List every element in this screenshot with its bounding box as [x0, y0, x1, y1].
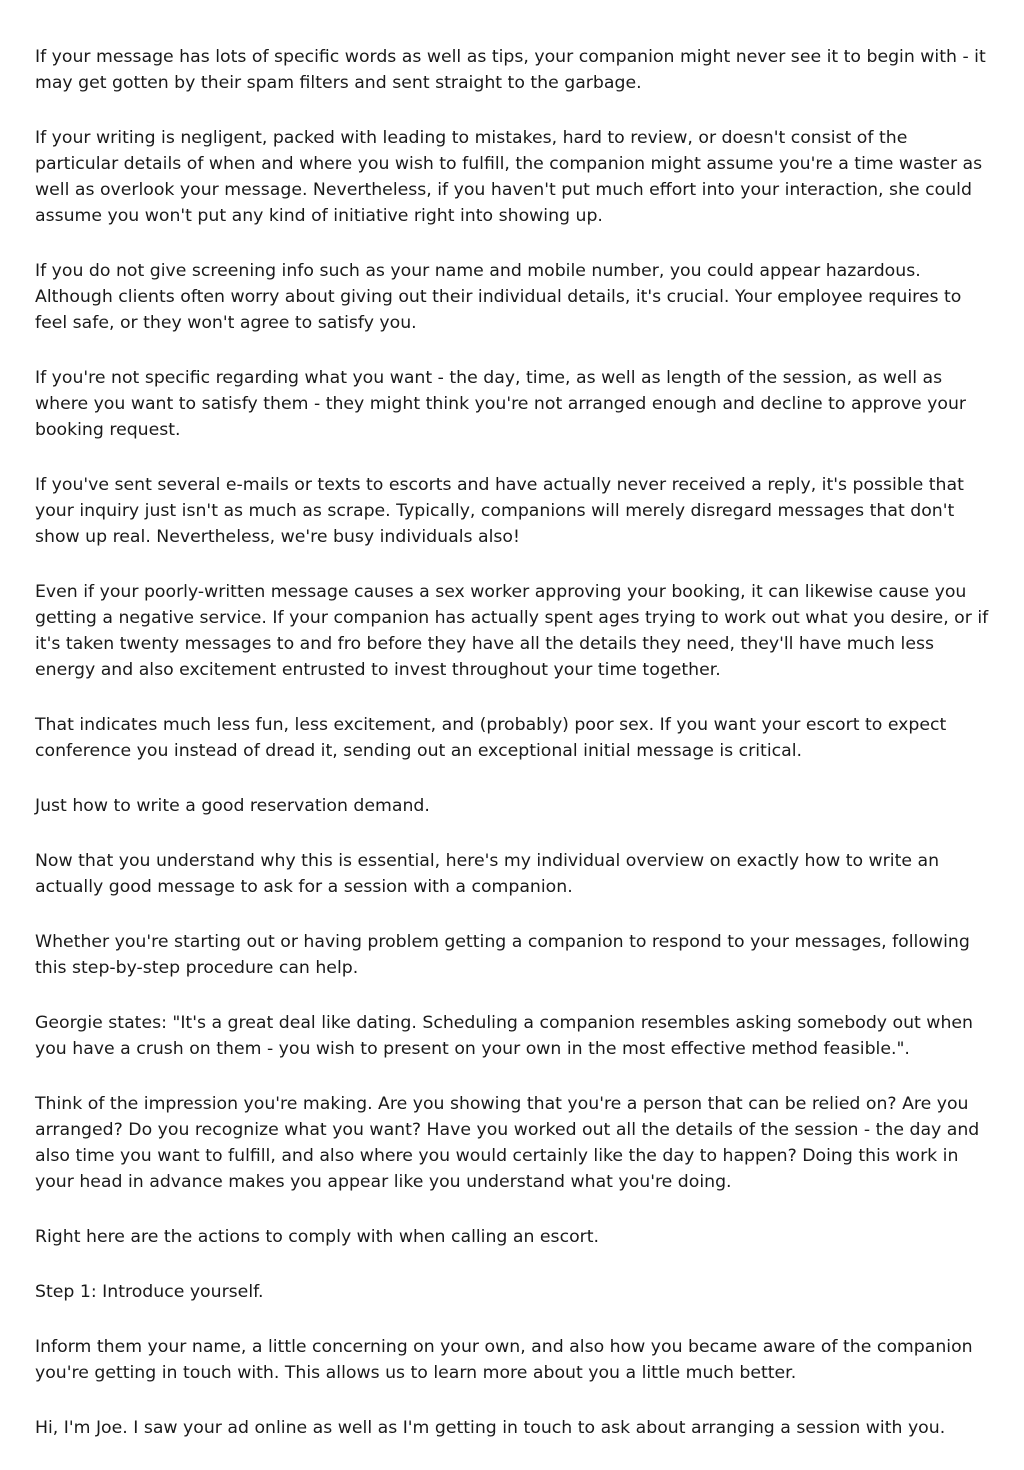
paragraph-impression: Think of the impression you're making. Are you showing that you're a person that can be relied on? Are you arranged? Do you recognize what you want? Have you worked out all the details of the session - the day and also time you want to fulfill, and also where you would certainly like the day to happen? Doing this work in your head in advance makes you appear like you understand what you're doing.	[35, 1094, 980, 1192]
paragraph-negative-service: Even if your poorly-written message causes a sex worker approving your booking, it can likewise cause you getting a negative service. If your companion has actually spent ages trying to work out what you desire, or if it's taken twenty messages to and fro before they have all the details they need, they'll have much less energy and also excitement entrusted to invest throughout your time together.	[35, 582, 989, 680]
paragraph-overview: Now that you understand why this is essential, here's my individual overview on exactly how to write an actually good message to ask for a session with a companion.	[35, 851, 940, 897]
paragraph-how-to-write: Just how to write a good reservation demand.	[35, 796, 430, 816]
paragraph-step-1: Step 1: Introduce yourself.	[35, 1282, 264, 1302]
paragraph-negligent-writing: If your writing is negligent, packed with leading to mistakes, hard to review, or doesn't consist of the particular details of when and where you wish to fulfill, the companion might assume you're a time waster as well as overlook your message. Nevertheless, if you haven't put much effort into your interaction, she could assume you won't put any kind of initiative right into showing up.	[35, 128, 983, 226]
paragraph-step-by-step: Whether you're starting out or having problem getting a companion to respond to your messages, following this step-by-step procedure can help.	[35, 932, 970, 978]
paragraph-spam-filters: If your message has lots of specific words as well as tips, your companion might never see it to begin with - it may get gotten by their spam filters and sent straight to the garbage.	[35, 47, 986, 93]
document-body	[35, 44, 995, 1470]
paragraph-georgie-quote: Georgie states: "It's a great deal like dating. Scheduling a companion resembles asking somebody out when you have a crush on them - you wish to present on your own in the most effective method feasible.".	[35, 1013, 973, 1059]
paragraph-less-fun: That indicates much less fun, less excitement, and (probably) poor sex. If you want your escort to expect conference you instead of dread it, sending out an exceptional initial message is critical.	[35, 715, 947, 761]
paragraph-be-specific: If you're not specific regarding what you want - the day, time, as well as length of the session, as well as where you want to satisfy them - they might think you're not arranged enough and decline to approve your booking request.	[35, 368, 967, 440]
paragraph-example-message: Hi, I'm Joe. I saw your ad online as well as I'm getting in touch to ask about arranging a session with you.	[35, 1418, 946, 1438]
paragraph-screening-info: If you do not give screening info such as your name and mobile number, you could appear hazardous. Although clients often worry about giving out their individual details, it's crucial. Your employee requires to feel safe, or they won't agree to satisfy you.	[35, 261, 962, 333]
paragraph-actions: Right here are the actions to comply with when calling an escort.	[35, 1227, 600, 1247]
paragraph-no-reply: If you've sent several e-mails or texts to escorts and have actually never received a reply, it's possible that your inquiry just isn't as much as scrape. Typically, companions will merely disregard messages that don't show up real. Nevertheless, we're busy individuals also!	[35, 475, 964, 547]
paragraph-inform-name: Inform them your name, a little concerning on your own, and also how you became aware of the companion you're getting in touch with. This allows us to learn more about you a little much better.	[35, 1337, 973, 1383]
